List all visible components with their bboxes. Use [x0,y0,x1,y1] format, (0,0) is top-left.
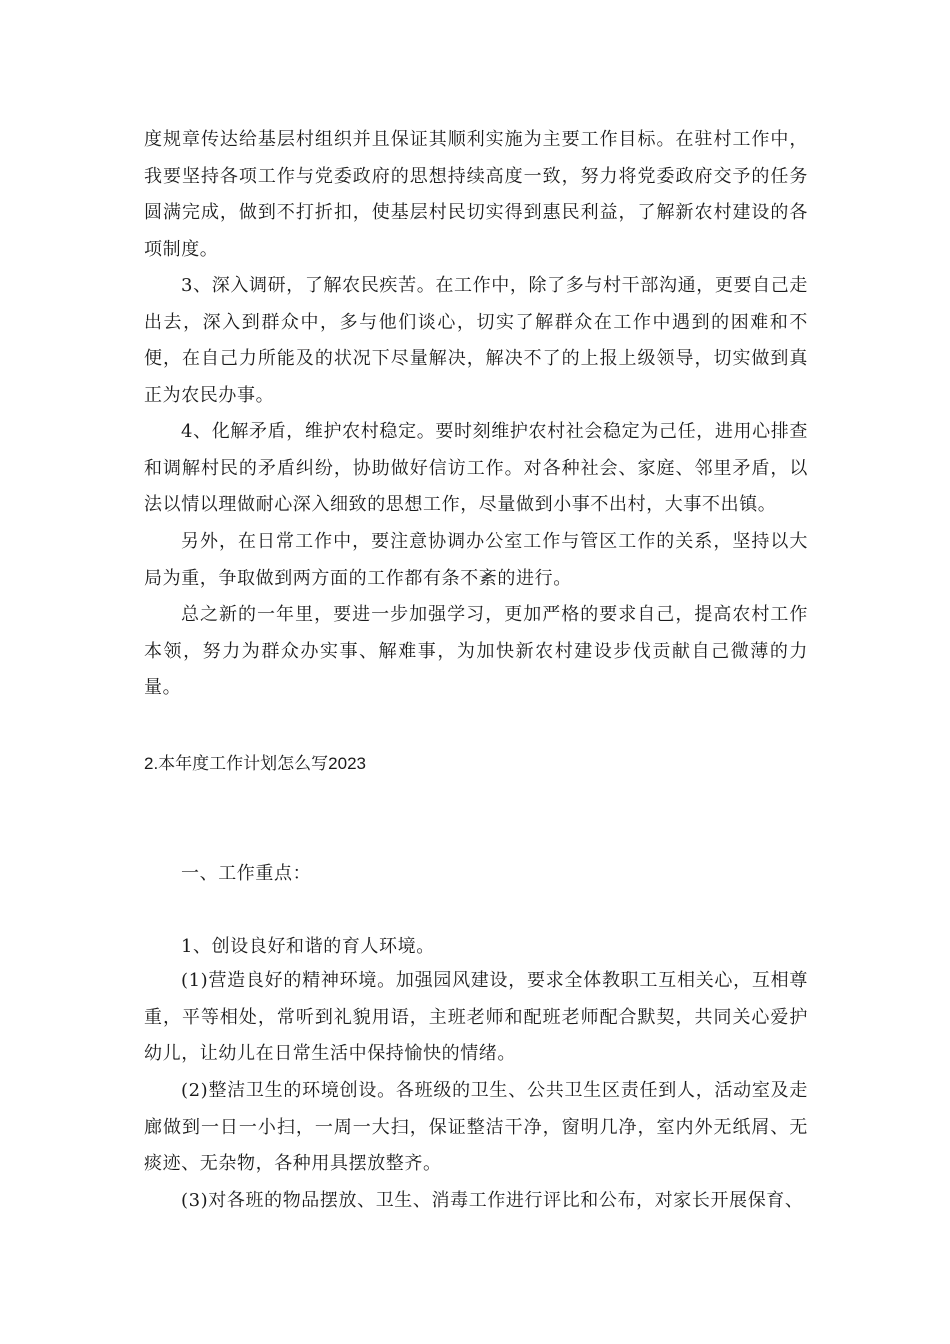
paragraph-spiritual-environment: (1)营造良好的精神环境。加强园风建设，要求全体教职工互相关心，互相尊重，平等相处，常听到礼貌用语，主班老师和配班老师配合默契，共同关心爱护幼儿，让幼儿在日常生活中保持愉快的情绪。 [144,970,808,1064]
paragraph-hygiene-environment: (2)整洁卫生的环境创设。各班级的卫生、公共卫生区责任到人，活动室及走廊做到一日一小扫，一周一大扫，保证整洁干净，窗明几净，室内外无纸屑、无痰迹、无杂物，各种用具摆放整齐。 [144,1080,808,1174]
paragraph-policy-implementation: 度规章传达给基层村组织并且保证其顺利实施为主要工作目标。在驻村工作中，我要坚持各项工作与党委政府的思想持续高度一致，努力将党委政府交予的任务圆满完成，做到不打折扣，使基层村民切实得到惠民利益，了解新农村建设的各项制度。 [144,129,808,260]
paragraph-coordination: 另外，在日常工作中，要注意协调办公室工作与管区工作的关系，坚持以大局为重，争取做到两方面的工作都有条不紊的进行。 [144,531,808,589]
paragraph-resolve-conflicts: 4、化解矛盾，维护农村稳定。要时刻维护农村社会稳定为己任，进用心排查和调解村民的矛盾纠纷，协助做好信访工作。对各种社会、家庭、邻里矛盾，以法以情以理做耐心深入细致的思想工作，尽量做到小事不出村，大事不出镇。 [144,421,808,515]
sub-heading-environment: 1、创设良好和谐的育人环境。 [181,936,435,957]
paragraph-research: 3、深入调研，了解农民疾苦。在工作中，除了多与村干部沟通，更要自己走出去，深入到群众中，多与他们谈心，切实了解群众在工作中遇到的困难和不便，在自己力所能及的状况下尽量解决，解决不了的上报上级领导，切实做到真正为农民办事。 [144,275,808,406]
sub-heading-work-focus: 一、工作重点： [181,863,312,884]
section-heading: 2.本年度工作计划怎么写2023 [144,754,366,773]
paragraph-summary: 总之新的一年里，要进一步加强学习，更加严格的要求自己，提高农村工作本领，努力为群众办实事、解难事，为加快新农村建设步伐贡献自己微薄的力量。 [144,604,808,698]
paragraph-evaluation: (3)对各班的物品摆放、卫生、消毒工作进行评比和公布，对家长开展保育、 [181,1190,804,1211]
